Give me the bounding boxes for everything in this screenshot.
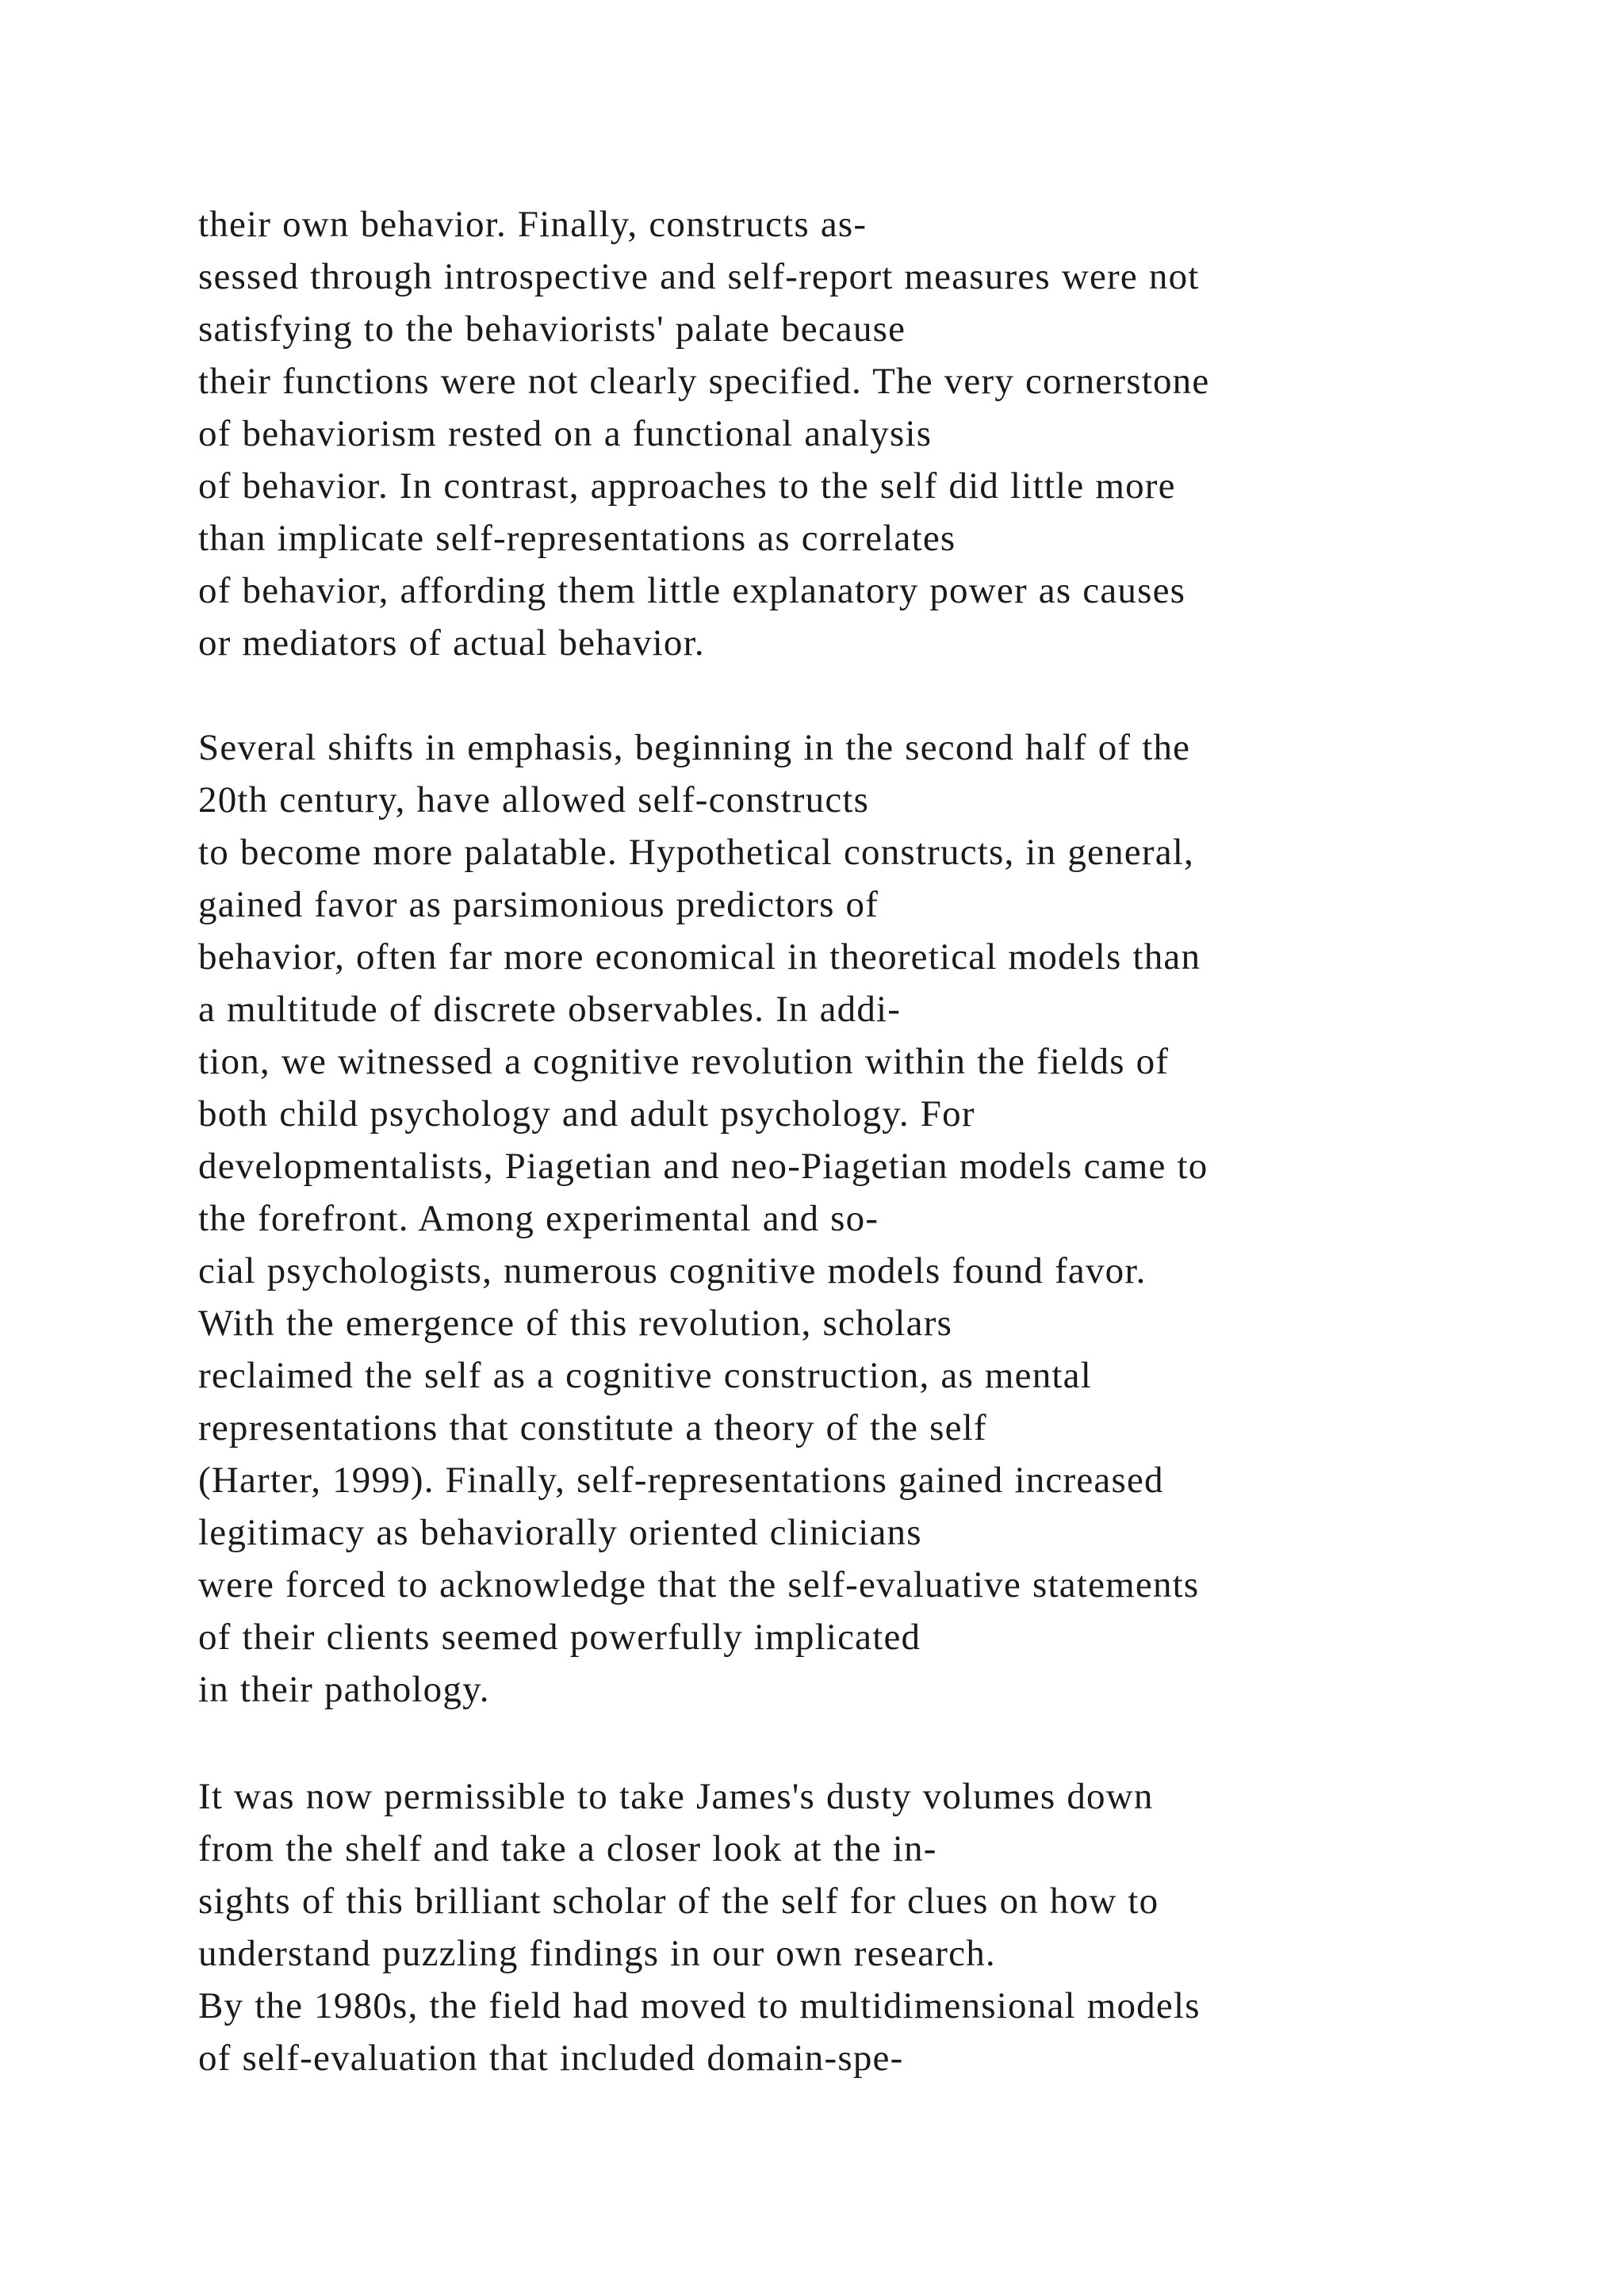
text-line: (Harter, 1999). Finally, self-representations gained increased xyxy=(198,1460,1164,1501)
text-line: sessed through introspective and self-report measures were not xyxy=(198,256,1200,297)
text-line: It was now permissible to take James's dusty volumes down xyxy=(198,1776,1154,1817)
text-line: of their clients seemed powerfully implicated xyxy=(198,1617,921,1658)
text-line: representations that constitute a theory of the self xyxy=(198,1407,987,1448)
text-line: the forefront. Among experimental and so- xyxy=(198,1198,879,1239)
text-line: understand puzzling findings in our own research. xyxy=(198,1933,996,1974)
text-line: tion, we witnessed a cognitive revolution within the fields of xyxy=(198,1041,1170,1082)
text-line: Several shifts in emphasis, beginning in the second half of the xyxy=(198,727,1191,768)
text-line: satisfying to the behaviorists' palate because xyxy=(198,308,906,350)
text-line: legitimacy as behaviorally oriented clinicians xyxy=(198,1512,922,1553)
text-line: developmentalists, Piagetian and neo-Piagetian models came to xyxy=(198,1146,1208,1187)
paragraph-1 xyxy=(198,198,1546,669)
text-line: or mediators of actual behavior. xyxy=(198,622,705,664)
text-line: their functions were not clearly specified. The very cornerstone xyxy=(198,361,1210,402)
text-line: both child psychology and adult psychology. For xyxy=(198,1093,975,1135)
text-line: sights of this brilliant scholar of the self for clues on how to xyxy=(198,1881,1159,1922)
text-line: of behaviorism rested on a functional analysis xyxy=(198,413,933,454)
text-line: of behavior, affording them little explanatory power as causes xyxy=(198,570,1186,611)
text-line: to become more palatable. Hypothetical constructs, in general, xyxy=(198,832,1194,873)
text-line: With the emergence of this revolution, scholars xyxy=(198,1303,953,1344)
paragraph-3 xyxy=(198,1770,1546,2084)
text-line: of self-evaluation that included domain-spe- xyxy=(198,2038,904,2079)
text-line: their own behavior. Finally, constructs as- xyxy=(198,204,868,245)
text-line: of behavior. In contrast, approaches to the self did little more xyxy=(198,465,1176,507)
text-line: reclaimed the self as a cognitive construction, as mental xyxy=(198,1355,1092,1396)
text-line: cial psychologists, numerous cognitive models found favor. xyxy=(198,1250,1147,1292)
text-line: than implicate self-representations as correlates xyxy=(198,518,956,559)
text-line: gained favor as parsimonious predictors of xyxy=(198,884,879,925)
text-line: were forced to acknowledge that the self-evaluative statements xyxy=(198,1564,1200,1605)
paragraph-2 xyxy=(198,721,1546,1716)
text-line: behavior, often far more economical in theoretical models than xyxy=(198,936,1201,978)
text-line: a multitude of discrete observables. In addi- xyxy=(198,989,902,1030)
text-line: from the shelf and take a closer look at the in- xyxy=(198,1828,937,1869)
text-line: in their pathology. xyxy=(198,1669,490,1710)
text-line: By the 1980s, the field had moved to multidimensional models xyxy=(198,1985,1201,2026)
text-line: 20th century, have allowed self-constructs xyxy=(198,779,870,821)
